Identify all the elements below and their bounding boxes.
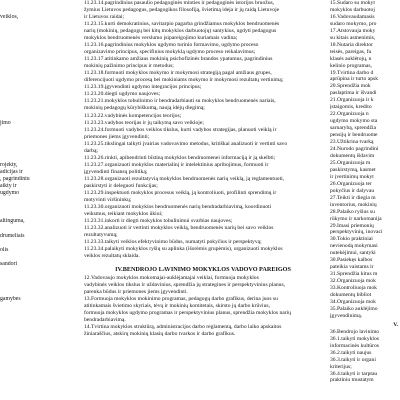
text-line: [0, 113, 50, 120]
text-line: adicijas ir: [0, 169, 23, 176]
text-line: [0, 155, 50, 162]
right-column: [330, 0, 400, 384]
text-line: ir Lietuvos raidai;: [84, 14, 125, 21]
text-line: jimo: [0, 119, 11, 126]
middle-column: [84, 0, 322, 338]
text-line: 11.23.32.analizuoti ir vertinti mokyklos veiklą, bendruomenės narių bei savo veiklos: [84, 225, 274, 231]
text-line: 36.1.taikyti mokyklos: [330, 335, 379, 342]
text-line: darbą;: [84, 147, 98, 154]
text-line: pokyčius ir dalyvau: [330, 187, 375, 194]
text-line: [0, 134, 50, 141]
text-line: 11.23.26.rinkti, apibendrinti bīstiną mokyklos bendruomenei informaciją ir ją skelbti;: [84, 154, 276, 161]
text-line: 21.Organizuoja ir k: [330, 97, 374, 104]
text-line: ir įvertinimų mokyt: [330, 173, 374, 180]
text-line: [0, 148, 50, 155]
text-line: 11.23.34.palaikyti mokyklos ryšių su aplinka (išorėmis grupėmis), organizuoti mokyklos: [84, 246, 283, 253]
right-section-heading: V.: [393, 321, 398, 328]
text-line: altinguma,: [0, 218, 25, 225]
text-line: [0, 7, 50, 14]
text-line: paskirstyti ir deleguoti funkcijas;: [84, 182, 158, 189]
middle-top-text: [84, 0, 322, 260]
text-line: veiklos rezultatų sklaida.: [84, 253, 140, 260]
text-line: praktiniu mustatym: [330, 377, 374, 384]
text-line: veiklos,: [0, 14, 19, 21]
text-line: 11.23.22.vadybinės kompetencijos teorijos;: [84, 112, 182, 119]
text-line: pensijų ir bendruome: [330, 132, 378, 139]
text-line: organizavimo principus, specifinius mokyklą ugdymo proceso reikalavimus;: [84, 49, 256, 56]
text-line: 11.23.30.organizuoti mokyklos bendruomenės narių bendradarbiavimą, koordinuoti: [84, 203, 272, 210]
text-line: mokyklos darbuotoj: [330, 6, 375, 13]
text-line: teisės, pareigas, fu: [330, 48, 372, 55]
text-line: paskirstymą, kasmet: [330, 166, 376, 173]
text-line: veiksmus, teikiant mokyklos ūkiui;: [84, 210, 163, 217]
text-line: 23.Užtikrina tvarką: [330, 139, 374, 146]
text-line: [0, 99, 50, 106]
text-line: [0, 0, 50, 7]
text-line: [0, 310, 50, 317]
text-line: paslaptima ir išvandi: [330, 90, 377, 97]
text-line: 30.Tokio praktiniai: [330, 236, 373, 243]
text-line: 36.4.taikyti ir tarptau: [330, 370, 378, 377]
text-line: [0, 42, 50, 49]
text-line: drumeliais: [0, 232, 25, 239]
text-line: 15.Sudaro su mokyt: [330, 0, 375, 6]
text-line: [0, 85, 50, 92]
text-line: [0, 211, 50, 218]
text-line: [0, 127, 50, 134]
text-line: įgyvendinti finansų politiką;: [84, 168, 148, 175]
section-heading: IV.BENDROJO LAVINIMO MOKYKLOS VADOVO PAREIGOS: [115, 266, 291, 274]
text-line: diferencijuoti ugdymo procesą bei mokiniams mokymo ir mokymosi rezultatų vertinimą;: [84, 77, 284, 84]
text-line: 27.Teikti ir diegia m: [330, 194, 376, 201]
text-line: vadybinės veiklos tikslus ir uždavinius, sprendžia jų strategines ir perspektyvinius planus,: [84, 282, 286, 289]
text-line: 14.Tvirtina mokyklos struktūrą, administracijos darbo reglamentą, darbo laiko apskaitos: [84, 324, 282, 331]
text-line: 32.Organizuoja mok: [330, 278, 376, 285]
text-line: 18.Nutaria direktor: [330, 41, 373, 48]
text-line: 20.Sprendžia mok: [330, 83, 371, 90]
text-line: [0, 317, 50, 324]
text-line: su kitais asmenimis,: [330, 34, 376, 41]
text-line: 36.Bendrojo lavinimo: [330, 328, 380, 335]
text-line: kriterijus;: [330, 363, 352, 370]
text-line: rūkymo ir narkomanija: [330, 215, 382, 222]
text-line: 36.3.taikyti ir organi: [330, 356, 376, 363]
text-line: 33.Kontroliuoja mok: [330, 285, 377, 292]
text-line: 11.23.16.pagrindinius mokyklos ugdymo turinio formavimo, ugdymo proceso: [84, 42, 259, 49]
text-line: 12.Vadovaujo mokyklos mokomajai-auklėjamajai veiklai, formuoja mokyklos: [84, 275, 259, 282]
text-line: inventorius, mokinių: [330, 201, 377, 208]
text-line: nevienodą mokymasi: [330, 243, 378, 250]
text-line: 11.23.15.kurti demokratinius, savitarpio pagarba grindžiamus mokyklos bendruomenės: [84, 21, 280, 28]
text-line: 11.23.17.atitinkamo amžiaus mokinių psichofizinės brandos ypatumus, pagrindinius: [84, 56, 273, 63]
text-line: 16.Vadovaudamasis: [330, 13, 375, 20]
text-line: ugdymo: [0, 190, 20, 197]
text-line: [0, 28, 50, 35]
text-line: mokinių pažinimo principus ir metodus;: [84, 63, 174, 70]
text-line: 24.Nurodo pagrindini: [330, 146, 379, 153]
text-line: atitinkamais švietimo skyriais, tėvų ir mokinių komitetais, skirsto jų darbo krūvius,: [84, 303, 270, 310]
text-line: rezultatyvumą;: [84, 232, 118, 239]
text-line: 11.23.18.formuoti mokyklos mokymo ir mokymosi strategiją pagal amžiaus grupes,: [84, 70, 272, 77]
text-line: 31.Sprendžia kitus m: [330, 271, 378, 278]
text-line: rojekty,: [0, 162, 18, 169]
text-line: priemones jiems įgyvendinti;: [84, 133, 150, 140]
text-line: bendradarbiavimą.: [84, 317, 126, 324]
text-line: [0, 282, 50, 289]
text-line: [0, 268, 50, 275]
text-line: 22.Organizuoja n: [330, 111, 369, 118]
text-line: gamybes: [0, 295, 21, 302]
text-line: 11.23.27.organizuoti mokyklos materialinį ir intelektinius apribojimus, formuoti ir: [84, 161, 269, 168]
text-line: 36.2.taikyti naujus: [330, 349, 372, 356]
text-line: ugdymo mokymo sta: [330, 118, 378, 125]
text-line: olis: [0, 246, 9, 253]
text-line: formuoja mokyklos ugdymo programas ir perspektyvinius planus, sprendžia mokyklos narių: [84, 310, 291, 317]
text-line: [0, 92, 50, 99]
text-line: [0, 197, 50, 204]
text-line: nutekėjimui, santyki: [330, 250, 376, 257]
text-line: 11.23.14.pagrindinius pasaulio pedagoginės minties ir pedagoginės istorijos bruožus,: [84, 0, 275, 6]
text-line: sarnarybą, sprendžia: [330, 125, 376, 132]
text-line: 11.23.31.inkorti ir diegti mokyklos tobulinimui svarbias naujoves;: [84, 217, 233, 224]
right-bottom-text: [330, 329, 400, 385]
text-line: 11.23.29.inspektuoti mokyklos procesus veiklą, ją kontroliuoti, profilinti sprendimų ir: [84, 189, 277, 196]
text-line: aprūpina ir turto apsk: [330, 76, 379, 83]
text-line: , pagrindiniu: [0, 176, 30, 183]
text-line: 25.Organizuoja m: [330, 159, 371, 166]
text-line: pateikia vaistams ir: [330, 264, 374, 271]
text-line: [0, 56, 50, 63]
text-line: 26.Organizuoja ter: [330, 180, 372, 187]
text-line: 11.23.33.taikyti veiklos efektyvinimo būdus, numatyti pokyčius ir perspektyvą;: [84, 239, 262, 246]
text-line: sudaro mokymo, pro: [330, 20, 377, 27]
text-line: 29.Imasi priemonių: [330, 222, 374, 229]
text-line: [0, 226, 50, 233]
text-line: įstaigomis, kredito: [330, 104, 372, 111]
text-line: žiniaraščius, atskirų mokinių klasių darbo tvarkos ir darbo grafikus.: [84, 331, 236, 338]
text-line: 28.Palaiko ryšius su: [330, 208, 375, 215]
text-line: [0, 35, 50, 42]
text-line: dokumentų bibliot: [330, 292, 372, 299]
text-line: 34.Organizuoja mok: [330, 298, 376, 305]
text-line: [0, 289, 50, 296]
text-line: 11.23.19.įgyvendinti ugdymo integracijos principus;: [84, 84, 202, 91]
text-line: [0, 275, 50, 282]
left-column: [0, 0, 50, 324]
text-line: [0, 21, 50, 28]
text-line: 11.23.23.vadybos teorijas ir jų taikymą savo veikloje;: [84, 119, 204, 126]
text-line: parenka būdus ir priemones jiems įgyvendinti.: [84, 289, 188, 296]
text-line: aikty ir: [0, 183, 17, 190]
right-top-text: [330, 0, 400, 320]
text-line: [0, 78, 50, 85]
text-line: 19.Tvirtina darbo d: [330, 69, 374, 76]
text-line: 11.23.28.organizuoti rezultatyvią mokyklos bendruomenės narių veiklą, ją reglamentuoti,: [84, 175, 285, 182]
text-line: 11.23.24.formuoti vadybos veiklos tikslus, kurti vadybos strategijas, planuoti veiklą ir: [84, 126, 277, 133]
text-line: 11.23.21.mokyklos tobulinimo ir bendradarbiauti su mokyklos bendruomenės nariais,: [84, 98, 276, 105]
text-line: klasės auklėtojų, n: [330, 55, 372, 62]
text-line: 13.Formuoja mokyklos mokinimo programas, pedagogų darbo grafikus, derina juos su: [84, 296, 278, 303]
text-line: 35.Palaiko auklėjimo: [330, 305, 378, 312]
text-line: informacinės kultūros: [330, 342, 379, 349]
text-line: sandori: [0, 260, 18, 267]
text-line: [0, 240, 50, 247]
text-line: [0, 70, 50, 77]
text-line: narių (mokinių, pedagogų bei kitų mokyklos darbuotojų) santykius, ugdyti pedagogus: [84, 28, 277, 35]
text-line: mokyklos bendruomenės verslumo įsipareigojimo kuriamais vadina;: [84, 35, 238, 42]
text-line: [0, 106, 50, 113]
text-line: žymius Lietuvos pedagogus, pedagogikos filosofiją, švietimą ideja ir jų raidą Lietuvoje: [84, 7, 280, 14]
text-line: kelinio programas,: [330, 62, 372, 69]
text-line: [0, 63, 50, 70]
text-line: 30.Pasiekęs kalbos: [330, 257, 373, 264]
middle-bottom-text: [84, 275, 322, 338]
text-line: 11.23.25.tikslingai taikyti įvairias vadovavimo metodus, kritiškai analizuoti ir vertinti savo: [84, 140, 288, 147]
text-line: [0, 49, 50, 56]
text-line: [0, 254, 50, 261]
text-line: 17.Atstovauja moky: [330, 27, 376, 34]
text-line: perspektyvinių, inovaci: [330, 229, 383, 236]
text-line: [0, 303, 50, 310]
text-line: 11.23.20.diegti ugdymo naujoves;: [84, 91, 161, 98]
text-line: įgyvendinimą.: [330, 312, 363, 319]
text-line: [0, 141, 50, 148]
text-line: motyvinti viršininkų;: [84, 196, 132, 203]
text-line: dokumentų išdavim: [330, 152, 375, 159]
text-line: mokinių pedagogų kūrybiškumą, naują idėjų diegimą;: [84, 105, 205, 112]
text-line: [0, 204, 50, 211]
